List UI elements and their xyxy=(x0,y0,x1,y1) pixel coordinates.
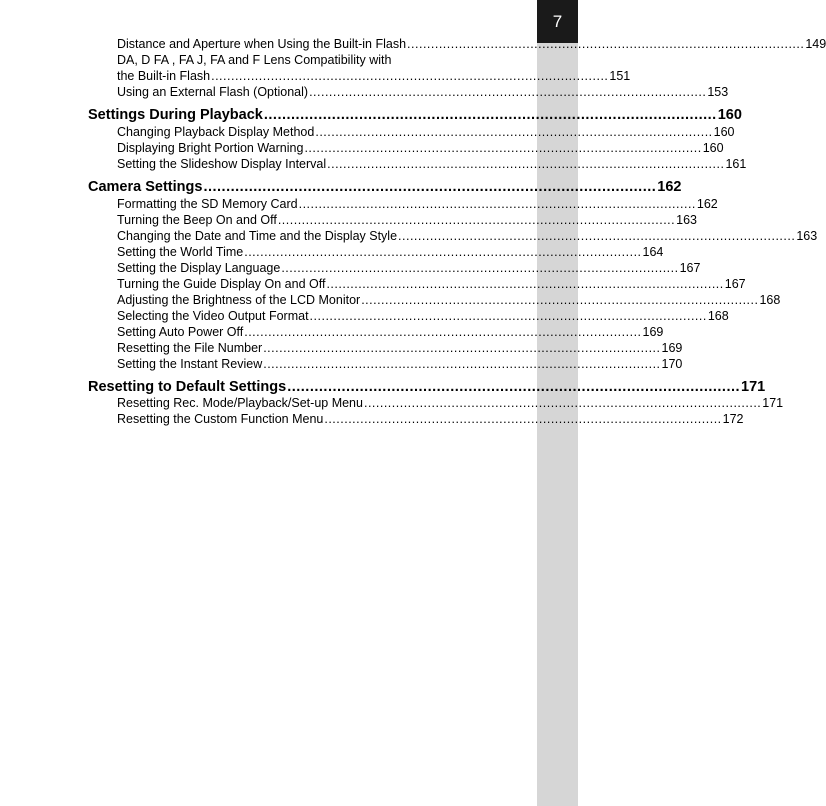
leader-dots: .................................................................................................... xyxy=(309,85,707,99)
toc-entry-title: Setting the World Time xyxy=(117,245,244,259)
toc-section-title: Settings During Playback xyxy=(88,107,263,123)
toc-entry[interactable] xyxy=(117,83,729,99)
leader-dots: .................................................................................................... xyxy=(244,245,642,259)
leader-dots: .................................................................................................... xyxy=(277,213,676,227)
page-number-tab: 7 xyxy=(537,0,578,43)
toc-entry-title: Changing the Date and Time and the Display Style xyxy=(117,229,398,243)
toc-entry-title: Resetting the Custom Function Menu xyxy=(117,412,324,426)
toc-entry[interactable] xyxy=(117,123,735,139)
toc-entry-title: Setting the Display Language xyxy=(117,261,281,275)
toc-entry[interactable] xyxy=(117,410,744,426)
toc-entry[interactable] xyxy=(117,35,826,51)
toc-entry[interactable] xyxy=(117,394,784,410)
leader-dots: .................................................................................................... xyxy=(407,37,805,51)
toc-entry[interactable] xyxy=(117,67,631,83)
toc-entry-page: 167 xyxy=(724,277,746,291)
toc-section-page: 160 xyxy=(717,107,742,123)
toc-section-heading[interactable] xyxy=(88,376,766,395)
toc-entry[interactable] xyxy=(117,355,683,371)
leader-dots: .................................................................................................... xyxy=(244,325,642,339)
leader-dots: .................................................................................................... xyxy=(263,107,717,123)
toc-section-title: Camera Settings xyxy=(88,179,203,195)
toc-entry-title: Using an External Flash (Optional) xyxy=(117,85,309,99)
toc-entry[interactable] xyxy=(117,195,718,211)
toc-entry-page: 162 xyxy=(696,197,718,211)
toc-section-page: 162 xyxy=(657,179,682,195)
toc-entry[interactable] xyxy=(117,211,697,227)
toc-entry[interactable] xyxy=(117,139,724,155)
toc-entry-title: Turning the Guide Display On and Off xyxy=(117,277,326,291)
toc-entry-title: Setting the Slideshow Display Interval xyxy=(117,157,327,171)
toc-entry-page: 160 xyxy=(713,125,735,139)
toc-entry-title: DA, D FA , FA J, FA and F Lens Compatibility with xyxy=(117,53,392,67)
toc-entry xyxy=(117,51,417,67)
toc-entry-page: 163 xyxy=(676,213,697,227)
leader-dots: .................................................................................................... xyxy=(315,125,713,139)
leader-dots: .................................................................................................... xyxy=(327,157,725,171)
toc-entry-page: 168 xyxy=(707,309,729,323)
toc-entry-page: 151 xyxy=(609,69,631,83)
toc-entry-title: Resetting the File Number xyxy=(117,341,263,355)
toc-entry-page: 170 xyxy=(661,357,683,371)
toc-entry[interactable] xyxy=(117,227,818,243)
leader-dots: .................................................................................................... xyxy=(263,357,661,371)
toc-section-page: 171 xyxy=(741,379,766,395)
leader-dots: .................................................................................................... xyxy=(298,197,696,211)
leader-dots: .................................................................................................... xyxy=(361,293,759,307)
toc-entry[interactable] xyxy=(117,275,746,291)
toc-section-heading[interactable] xyxy=(88,176,682,195)
toc-entry-title: Setting Auto Power Off xyxy=(117,325,244,339)
leader-dots: .................................................................................................... xyxy=(287,379,741,395)
toc-section-title: Resetting to Default Settings xyxy=(88,379,287,395)
toc-entry-page: 171 xyxy=(762,396,784,410)
toc-entry-title: Formatting the SD Memory Card xyxy=(117,197,298,211)
leader-dots: .................................................................................................... xyxy=(281,261,679,275)
toc-entry-page: 172 xyxy=(722,412,744,426)
toc-entry-title: Resetting Rec. Mode/Playback/Set-up Menu xyxy=(117,396,363,410)
toc-entry[interactable] xyxy=(117,339,683,355)
leader-dots: .................................................................................................... xyxy=(304,141,702,155)
leader-dots: .................................................................................................... xyxy=(326,277,724,291)
leader-dots: .................................................................................................... xyxy=(363,396,762,410)
toc-entry-title: Displaying Bright Portion Warning xyxy=(117,141,304,155)
toc-entry[interactable] xyxy=(117,307,729,323)
toc-entry-page: 167 xyxy=(679,261,701,275)
toc-entry-title: Selecting the Video Output Format xyxy=(117,309,309,323)
toc-entry-title: Adjusting the Brightness of the LCD Monitor xyxy=(117,293,361,307)
toc-entry-page: 153 xyxy=(707,85,729,99)
toc-entry-page: 169 xyxy=(642,325,664,339)
toc-entry-title: Changing Playback Display Method xyxy=(117,125,315,139)
toc-entry-title: the Built-in Flash xyxy=(117,69,211,83)
toc-entry[interactable] xyxy=(117,259,701,275)
toc-section-heading[interactable] xyxy=(88,104,742,123)
leader-dots: .................................................................................................... xyxy=(263,341,661,355)
toc-entry-page: 164 xyxy=(642,245,664,259)
leader-dots: .................................................................................................... xyxy=(324,412,722,426)
toc-entry-title: Turning the Beep On and Off xyxy=(117,213,277,227)
leader-dots: .................................................................................................... xyxy=(203,179,657,195)
toc-entry[interactable] xyxy=(117,155,747,171)
leader-dots: .................................................................................................... xyxy=(309,309,707,323)
toc-entry-page: 149 xyxy=(805,37,826,51)
toc-entry-title: Distance and Aperture when Using the Built-in Flash xyxy=(117,37,407,51)
toc-entry-page: 169 xyxy=(661,341,683,355)
toc-entry-page: 168 xyxy=(759,293,781,307)
toc-entry[interactable] xyxy=(117,323,664,339)
toc-entry-page: 161 xyxy=(725,157,747,171)
toc-entry[interactable] xyxy=(117,243,664,259)
toc-entry-page: 160 xyxy=(702,141,724,155)
toc-entry-title: Setting the Instant Review xyxy=(117,357,263,371)
leader-dots: .................................................................................................... xyxy=(211,69,609,83)
leader-dots: .................................................................................................... xyxy=(398,229,796,243)
toc-entry-page: 163 xyxy=(796,229,818,243)
toc-entry[interactable] xyxy=(117,291,781,307)
